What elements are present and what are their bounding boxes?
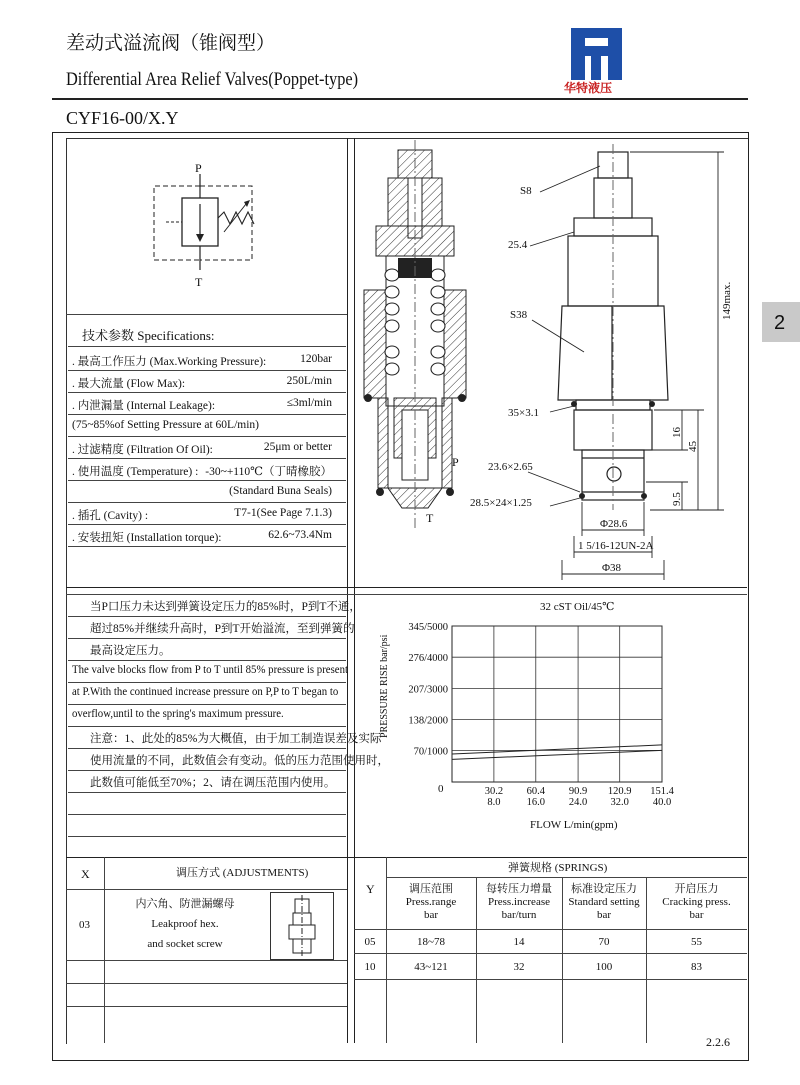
spring-row-rule: [354, 953, 747, 954]
spring-code: 10: [364, 961, 376, 973]
spec-row: [68, 502, 346, 525]
chart-y-tick-label: 276/4000: [408, 653, 448, 665]
dim-diameter-38: Φ38: [602, 562, 622, 574]
chart-y-tick-label: 138/2000: [408, 715, 448, 727]
column-divider-right: [354, 138, 355, 1043]
divider-middle-2: [66, 594, 747, 595]
adj-code: 03: [79, 919, 90, 931]
chart-x-tick-label: 60.4: [526, 786, 545, 797]
chart-y-label: PRESSURE RISE bar/psi: [379, 634, 390, 738]
spring-colhead-rule: [354, 929, 747, 930]
section-port-p: P: [452, 455, 459, 469]
dim-oring-1: 35×3.1: [508, 407, 539, 419]
valve-section-drawing-icon: [358, 140, 508, 530]
valve-cross-section: [358, 140, 508, 530]
chart-frame: [452, 626, 662, 782]
header-divider-top: [52, 98, 748, 100]
title-chinese: 差动式溢流阀（锥阀型）: [66, 33, 276, 54]
socket-screw-icon: [271, 893, 333, 959]
dim-oring-3: 28.5×24×1.25: [470, 497, 532, 509]
spec-label: . 最高工作压力 (Max.Working Pressure):: [72, 356, 267, 368]
section-port-t: T: [426, 511, 434, 525]
spec-label: . 最大流量 (Flow Max):: [72, 378, 186, 390]
chart-y-tick-label: 345/5000: [408, 622, 448, 633]
spec-value: 120bar: [300, 353, 332, 365]
symbol-port-p: P: [195, 161, 202, 175]
spring-row-rule-2: [354, 979, 747, 980]
spring-column-header: [476, 883, 562, 922]
description-en-line: The valve blocks flow from P to T until 85% pressure is present: [72, 664, 349, 676]
spring-header-rule: [386, 877, 747, 878]
spring-value: 70: [598, 936, 610, 948]
spec-label: . 内泄漏量 (Internal Leakage):: [72, 400, 216, 412]
spring-column-header-line: 标准设定压力: [571, 883, 637, 895]
model-number: CYF16-00/X.Y: [66, 108, 179, 128]
chart-x-tick-label: 120.9: [607, 786, 632, 797]
chart-x-tick-label-gpm: 16.0: [526, 797, 545, 808]
relief-valve-symbol-icon: [140, 160, 280, 288]
spec-row: [68, 370, 346, 393]
spec-value: ≤3ml/min: [286, 397, 332, 409]
spring-column-header-line: bar/turn: [501, 909, 537, 921]
divider-spec: [66, 314, 347, 315]
spring-value: 83: [691, 961, 702, 973]
spec-label: . 使用温度 (Temperature) :: [72, 466, 199, 478]
hydraulic-symbol: [140, 160, 280, 288]
note-line: 注意：1、此处的85%为大概值，由于加工制造误差及实际: [90, 733, 382, 745]
spec-label: (75~85%of Setting Pressure at 60L/min): [72, 419, 259, 431]
spring-code: 05: [364, 936, 376, 948]
spec-value: T7-1(See Page 7.1.3): [234, 507, 332, 519]
dim-thread: 1 5/16-12UN-2A: [578, 540, 654, 552]
chart-x-tick-label: 151.4: [650, 786, 674, 797]
page-number: 2.2.6: [706, 1035, 730, 1049]
valve-outline-drawing: [470, 140, 746, 585]
chart-x-tick-label-gpm: 24.0: [568, 797, 588, 808]
logo-text: 华特液压: [564, 81, 613, 95]
spring-column-header: [646, 883, 747, 922]
spring-column-header-line: 调压范围: [409, 883, 453, 895]
dim-length-149: 149max.: [721, 281, 733, 320]
ruled-line: [68, 660, 346, 661]
spec-row: [68, 458, 346, 481]
spec-value: -30~+110℃（丁晴橡胶）: [205, 466, 332, 478]
chart-y-tick-label: 207/3000: [408, 684, 448, 696]
spec-heading: 技术参数 Specifications:: [82, 328, 215, 343]
spec-row: [68, 414, 346, 437]
spec-label: . 过滤精度 (Filtration Of Oil):: [72, 444, 213, 456]
spring-col-y: Y: [366, 882, 375, 896]
chart-x-tick-label-gpm: 40.0: [652, 797, 672, 808]
ruled-line: [68, 616, 346, 617]
spring-column-header-line: 开启压力: [674, 883, 719, 895]
note-line: 此数值可能低至70%；2、请在调压范围内使用。: [90, 777, 336, 789]
adj-row-rule-3: [66, 1006, 347, 1007]
spring-value: 32: [513, 961, 525, 973]
spring-column-header-line: bar: [689, 909, 704, 921]
ruled-line: [68, 748, 346, 749]
ruled-line: [68, 814, 346, 815]
spec-row: [68, 392, 346, 415]
spec-row: [68, 524, 346, 547]
section-tab: [762, 302, 800, 342]
ruled-line: [68, 682, 346, 683]
chart-x-tick-label-gpm: 32.0: [610, 797, 629, 808]
spring-value: 18~78: [417, 936, 445, 948]
title-english: Differential Area Relief Valves(Poppet-type): [66, 69, 359, 90]
chart-title: 32 cST Oil/45℃: [540, 601, 615, 613]
spring-value: 43~121: [414, 961, 448, 973]
chart-x-tick-label-gpm: 8.0: [487, 797, 501, 808]
dim-diameter-28-6: Φ28.6: [600, 518, 628, 530]
divider-middle: [66, 587, 747, 588]
dim-oring-2: 23.6×2.65: [488, 461, 533, 473]
spec-value: 62.6~73.4Nm: [268, 529, 332, 541]
spring-column-header-line: Press.increase: [487, 896, 550, 908]
spec-row: [68, 348, 346, 371]
spring-value: 14: [513, 936, 525, 948]
column-divider: [347, 138, 348, 1043]
ruled-line: [68, 704, 346, 705]
spec-value: 25μm or better: [263, 441, 332, 453]
spring-value: 100: [595, 961, 613, 973]
symbol-port-t: T: [195, 275, 203, 289]
dim-s8: S8: [520, 185, 532, 197]
spec-label: . 安装扭矩 (Installation torque):: [72, 532, 222, 544]
spec-value: (Standard Buna Seals): [229, 485, 332, 497]
adj-desc-line: Leakproof hex.: [151, 918, 219, 930]
spring-column-header: [562, 883, 646, 922]
ruled-line: [68, 770, 346, 771]
dim-length-16: 16: [671, 427, 683, 438]
pressure-flow-chart: [360, 598, 746, 848]
spec-label: . 插孔 (Cavity) :: [72, 510, 149, 522]
dim-length-45: 45: [687, 441, 699, 452]
ruled-line: [68, 726, 346, 727]
description-cn-line: 最高设定压力。: [90, 645, 171, 657]
spring-column-header-line: Standard setting: [568, 896, 640, 908]
adj-row-rule-2: [66, 983, 347, 984]
company-logo: [566, 26, 626, 98]
table-top-rule: [66, 857, 747, 858]
description-cn-line: 超过85%并继续升高时，P到T开始溢流，至到弹簧的: [90, 623, 355, 635]
adj-header: 调压方式 (ADJUSTMENTS): [176, 867, 309, 879]
spring-value: 55: [691, 936, 702, 948]
description-en-line: overflow,until to the spring's maximum pressure.: [72, 708, 284, 720]
spring-column-header-line: bar: [596, 909, 612, 921]
spec-value: 250L/min: [286, 375, 332, 387]
description-en-line: at P.With the continued increase pressure on P,P to T began to: [72, 686, 339, 698]
ruled-line: [68, 638, 346, 639]
dim-25-4: 25.4: [508, 239, 528, 251]
chart-x-tick-label: 90.9: [568, 786, 588, 797]
dim-length-9-5: 9.5: [671, 492, 683, 506]
chart-plot: [360, 598, 746, 848]
chart-x-tick-label: 30.2: [484, 786, 504, 797]
spring-column-header: [386, 883, 476, 922]
ruled-line: [68, 792, 346, 793]
adj-desc-line: and socket screw: [147, 938, 223, 950]
spring-column-header-line: bar: [423, 909, 439, 921]
note-line: 使用流量的不同，此数值会有变动。低的压力范围使用时，: [90, 755, 389, 767]
ruled-line: [68, 836, 346, 837]
chart-series-line: [452, 750, 662, 759]
spring-header: 弹簧规格 (SPRINGS): [508, 862, 608, 874]
description-cn-line: 当P口压力未达到弹簧设定压力的85%时，P到T不通，: [90, 601, 361, 613]
adj-description: [110, 898, 260, 951]
adj-screw-figure: [270, 892, 334, 960]
spec-row: [68, 480, 346, 503]
spring-column-header-line: Cracking press.: [662, 896, 731, 908]
adj-header-rule: [66, 889, 347, 890]
spec-heading-rule: [68, 346, 346, 347]
spring-column-header-line: Press.range: [405, 896, 457, 908]
section-tab-number: 2: [774, 312, 786, 334]
chart-series-line: [452, 745, 662, 754]
spec-row: [68, 436, 346, 459]
adj-col-rule: [104, 857, 105, 1043]
chart-origin-label: 0: [438, 783, 444, 795]
chart-y-tick-label: 70/1000: [413, 746, 448, 758]
adj-desc-line: 内六角、防泄漏螺母: [135, 898, 235, 910]
dim-s38: S38: [510, 309, 528, 321]
chart-x-label: FLOW L/min(gpm): [530, 819, 618, 831]
spring-column-header-line: 每转压力增量: [486, 883, 552, 895]
adj-col-x: X: [81, 867, 90, 881]
